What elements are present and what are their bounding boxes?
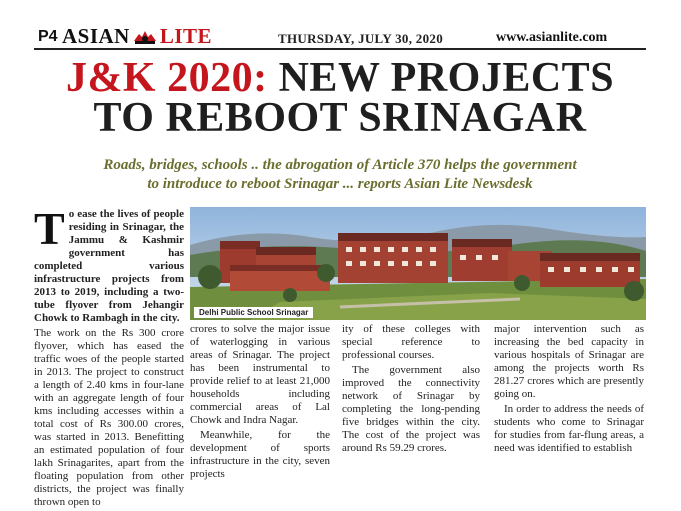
logo-word-lite: LITE <box>159 24 213 48</box>
standfirst-line-2: to introduce to reboot Srinagar ... reports Asian Lite Newsdesk <box>147 176 533 192</box>
website-link[interactable]: www.asianlite.com <box>496 30 608 45</box>
headline-line-1 <box>30 55 650 101</box>
article-column-4 <box>494 323 644 457</box>
logo-word-asian: ASIAN <box>62 24 130 48</box>
article-paragraph: ity of these colleges with special reference to professional courses. <box>342 323 480 361</box>
article-column-1 <box>34 203 184 511</box>
article-paragraph: The government also improved the connectivity network of Srinagar by completing the long-pending five bridges within the city. The cost of the project was around Rs 59.29 crores. <box>342 364 480 454</box>
article-paragraph: major intervention such as increasing the bed capacity in various hospitals of Srinagar are among the projects worth Rs 281.27 crores which are presently going on. <box>494 323 644 400</box>
headline-line-1-rest: NEW PROJECTS <box>267 55 615 101</box>
article-photo <box>190 207 646 320</box>
article-column-3 <box>342 323 480 457</box>
page-number: P4 <box>38 28 58 45</box>
standfirst-line-1: Roads, bridges, schools .. the abrogation of Article 370 helps the government <box>103 157 577 173</box>
article-paragraph: In order to address the needs of students who come to Srinagar for studies from far-flung areas, a need was identified to establish <box>494 403 644 454</box>
masthead-divider <box>34 48 646 50</box>
headline-line-2: TO REBOOT SRINAGAR <box>93 95 587 141</box>
headline <box>30 55 650 141</box>
article-paragraph: The work on the Rs 300 crore flyover, which has eased the traffic woes of the people started in 2013. The project to construct a length of 2.40 kms in four-lane with an aggregate length of four kms including accesses within a total cost of Rs 300.00 crores, was started in 2013. Benefitting an estimated population of four lakh Srinagarites, apart from the floating population from other districts, the project was finally thrown open to <box>34 327 184 508</box>
issue-date: THURSDAY, JULY 30, 2020 <box>278 31 443 46</box>
drop-cap: T <box>34 203 65 254</box>
article-lede: o ease the lives of people residing in Srinagar, the Jammu & Kashmir government has completed various infrastructure projects from 2013 to 2019, including a two-tube flyover from Jehangir Chowk to Rambagh in the city. <box>34 208 184 324</box>
article-column-2 <box>190 323 330 483</box>
campus-photo-illustration <box>190 207 646 320</box>
headline-red-part: J&K 2020: <box>65 55 268 101</box>
standfirst <box>60 156 620 194</box>
article-paragraph: crores to solve the major issue of waterlogging in various areas of Srinagar. The project has been instrumental to provide relief to at least 21,000 households including commercial areas of Lal Chowk and Indra Nagar. <box>190 323 330 426</box>
article-paragraph: Meanwhile, for the development of sports infrastructure in the city, seven projects <box>190 429 330 480</box>
masthead <box>0 0 681 50</box>
photo-caption: Delhi Public School Srinagar <box>194 307 313 318</box>
